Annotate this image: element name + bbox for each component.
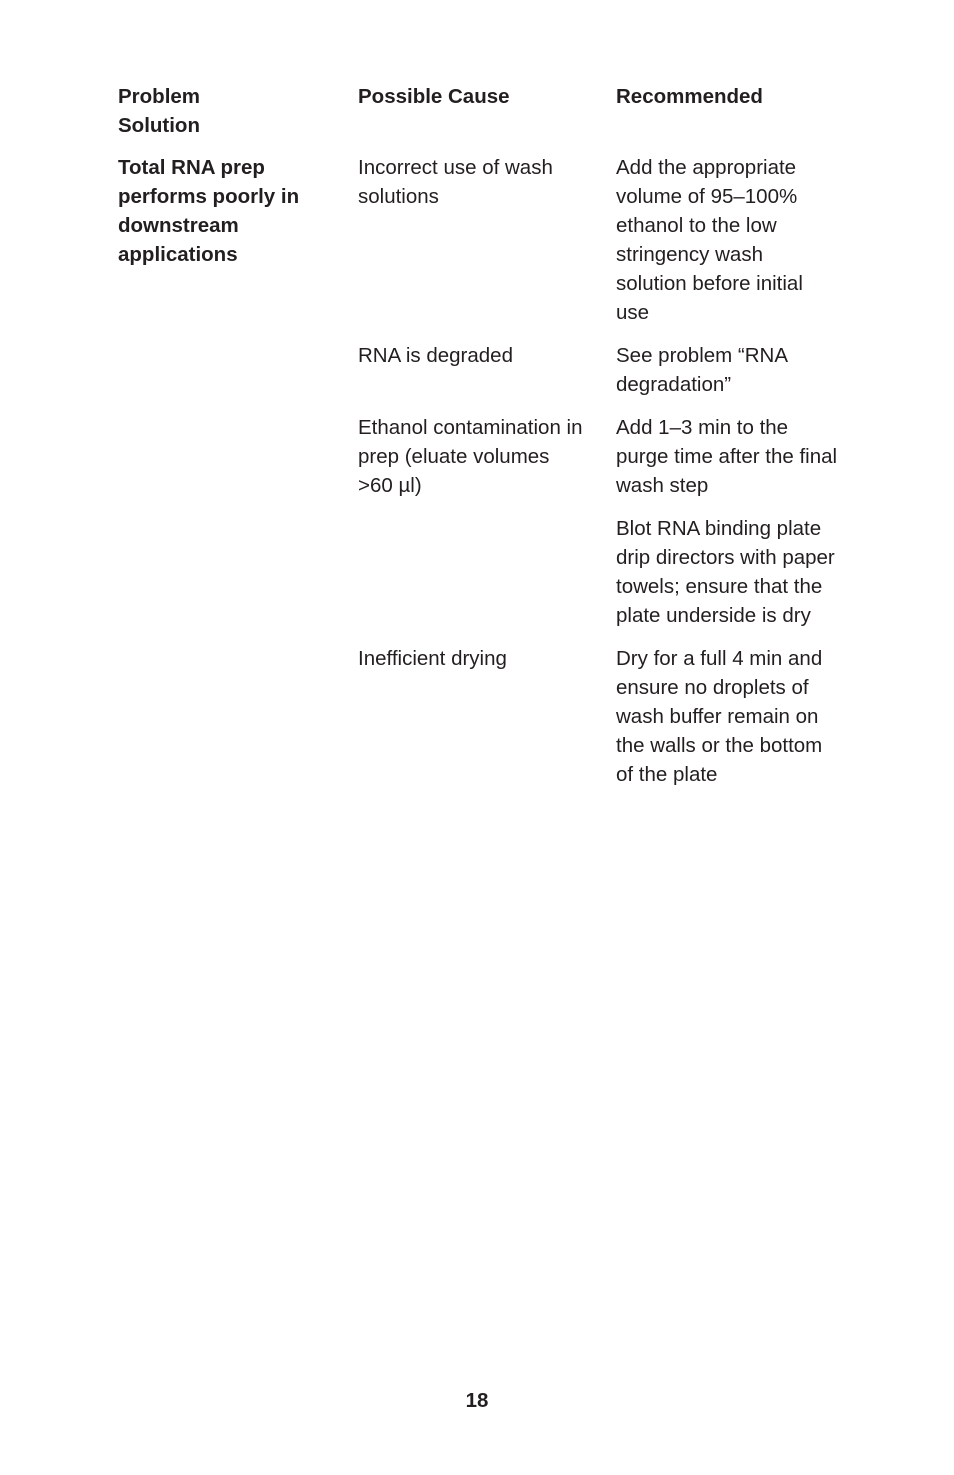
header-problem-solution: Problem Solution <box>118 85 201 137</box>
header-possible-cause: Possible Cause <box>358 85 510 108</box>
problem-title: Total RNA prep performs poorly in downstream applications <box>118 156 300 266</box>
cause-cell: Ethanol contamination in prep (eluate volumes >60 µl) <box>358 416 583 497</box>
table-header <box>0 82 954 142</box>
recommended-cell: Add 1–3 min to the purge time after the final wash step <box>616 416 838 497</box>
recommended-cell: Add the appropriate volume of 95–100% ethanol to the low stringency wash solution before initial use <box>616 156 803 324</box>
recommended-cell: Dry for a full 4 min and ensure no droplets of wash buffer remain on the walls or the bottom of the plate <box>616 647 823 786</box>
recommended-cell: Blot RNA binding plate drip directors with paper towels; ensure that the plate underside is dry <box>616 517 835 627</box>
recommended-cell: See problem “RNA degradation” <box>616 344 789 396</box>
cause-cell: Inefficient drying <box>358 647 507 670</box>
cause-cell: RNA is degraded <box>358 344 513 367</box>
page-number: 18 <box>465 1389 489 1412</box>
cause-cell: Incorrect use of wash solutions <box>358 156 553 208</box>
header-recommended: Recommended <box>616 85 763 108</box>
